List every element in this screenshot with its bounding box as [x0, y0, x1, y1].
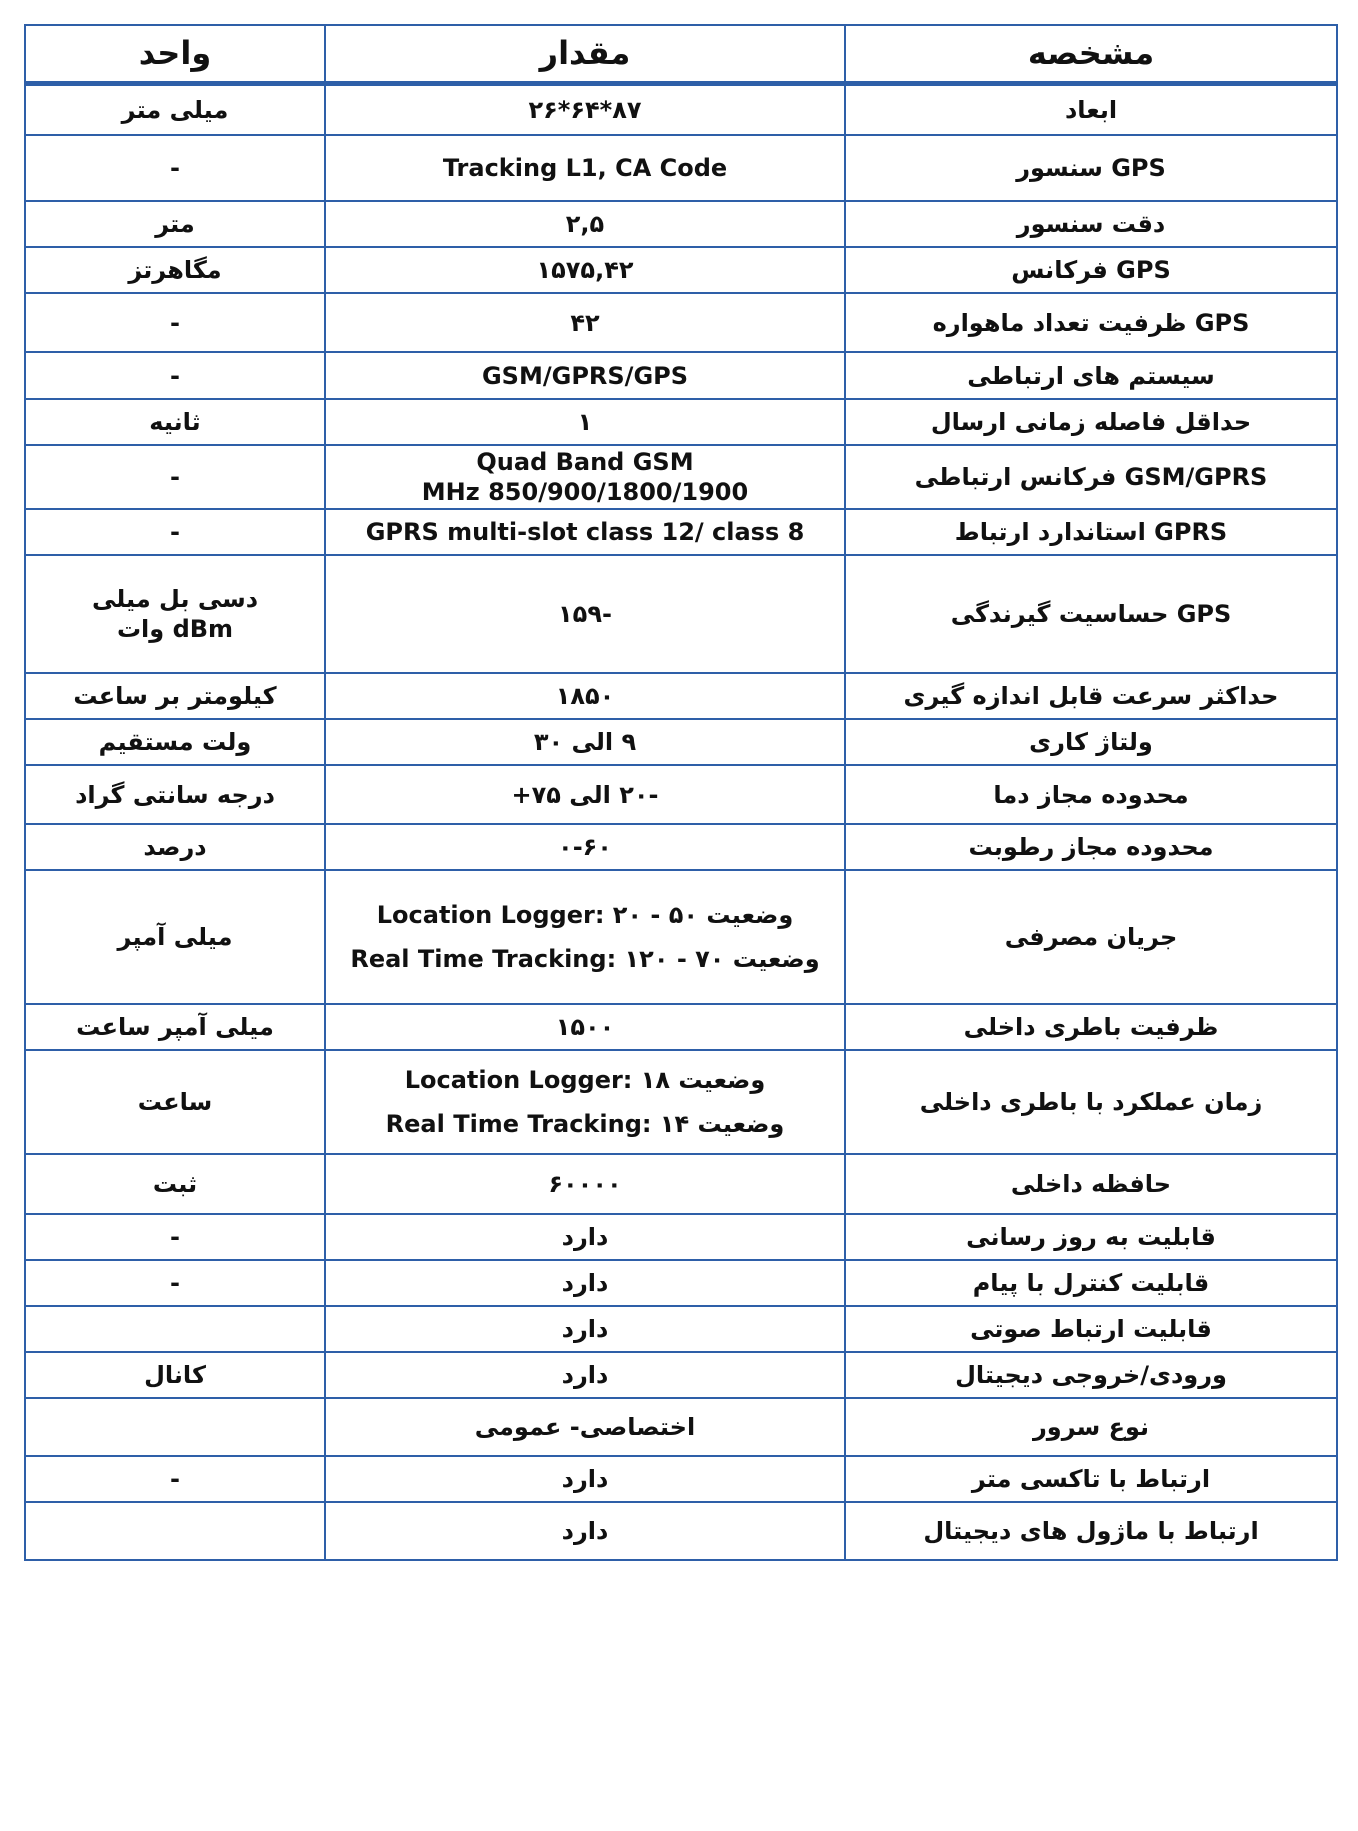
spec-cell: قابلیت کنترل با پیام [845, 1260, 1337, 1306]
spec-cell: محدوده مجاز رطوبت [845, 824, 1337, 870]
table-row [25, 1154, 1337, 1214]
value-line: وضعیت Real Time Tracking: ۱۲۰ - ۷۰ [350, 945, 820, 973]
table-row [25, 870, 1337, 1004]
unit-cell: کیلومتر بر ساعت [25, 673, 325, 719]
value-cell: ۹ الی ۳۰ [325, 719, 845, 765]
spec-cell: حداقل فاصله زمانی ارسال [845, 399, 1337, 445]
spec-cell: حداکثر سرعت قابل اندازه گیری [845, 673, 1337, 719]
table-row [25, 135, 1337, 201]
table-row [25, 445, 1337, 509]
unit-cell: درجه سانتی گراد [25, 765, 325, 824]
table-row [25, 1502, 1337, 1560]
spec-cell: جریان مصرفی [845, 870, 1337, 1004]
table-row [25, 555, 1337, 673]
unit-line: دسی بل میلی [91, 585, 259, 613]
value-cell: -۱۵۹ [325, 555, 845, 673]
header-row [25, 25, 1337, 83]
table-row [25, 824, 1337, 870]
table-row [25, 247, 1337, 293]
value-line: 850/900/1800/1900 MHz [421, 478, 749, 506]
value-cell: ۰-۶۰ [325, 824, 845, 870]
unit-cell: - [25, 1260, 325, 1306]
value-cell: دارد [325, 1456, 845, 1502]
unit-cell: - [25, 352, 325, 399]
value-cell: GSM/GPRS/GPS [325, 352, 845, 399]
unit-cell: مگاهرتز [25, 247, 325, 293]
value-cell: ۶۰۰۰۰ [325, 1154, 845, 1214]
unit-cell [25, 555, 325, 673]
value-line: Quad Band GSM [476, 448, 694, 476]
table-row [25, 1260, 1337, 1306]
spec-cell: نوع سرور [845, 1398, 1337, 1456]
value-cell: دارد [325, 1502, 845, 1560]
header-unit: واحد [25, 25, 325, 83]
value-cell: دارد [325, 1214, 845, 1260]
value-cell: دارد [325, 1352, 845, 1398]
spec-cell: حافظه داخلی [845, 1154, 1337, 1214]
table-row [25, 1004, 1337, 1050]
value-line: وضعیت Location Logger: ۲۰ - ۵۰ [376, 901, 794, 929]
value-line: وضعیت Real Time Tracking: ۱۴ [385, 1110, 785, 1138]
spec-cell: دقت سنسور [845, 201, 1337, 247]
unit-cell: ولت مستقیم [25, 719, 325, 765]
spec-cell: GPRS استاندارد ارتباط [845, 509, 1337, 555]
value-cell [325, 1050, 845, 1154]
spec-cell: زمان عملکرد با باطری داخلی [845, 1050, 1337, 1154]
value-line: وضعیت Location Logger: ۱۸ [404, 1066, 766, 1094]
table-row [25, 1352, 1337, 1398]
spec-cell: قابلیت ارتباط صوتی [845, 1306, 1337, 1352]
unit-cell: - [25, 293, 325, 352]
spec-cell: ظرفیت باطری داخلی [845, 1004, 1337, 1050]
unit-cell: کانال [25, 1352, 325, 1398]
unit-cell: میلی آمپر [25, 870, 325, 1004]
value-cell: ۱۸۵۰ [325, 673, 845, 719]
table-row [25, 1306, 1337, 1352]
spec-cell: GPS سنسور [845, 135, 1337, 201]
spec-cell: ورودی/خروجی دیجیتال [845, 1352, 1337, 1398]
spec-cell: ارتباط با تاکسی متر [845, 1456, 1337, 1502]
header-spec: مشخصه [845, 25, 1337, 83]
value-cell [325, 870, 845, 1004]
table-row [25, 1456, 1337, 1502]
spec-cell: GPS فرکانس [845, 247, 1337, 293]
table-row [25, 201, 1337, 247]
table-row [25, 1050, 1337, 1154]
unit-cell [25, 1398, 325, 1456]
spec-table [24, 24, 1338, 1561]
unit-cell: ساعت [25, 1050, 325, 1154]
spec-cell: GPS ظرفیت تعداد ماهواره [845, 293, 1337, 352]
table-row [25, 1214, 1337, 1260]
spec-cell: محدوده مجاز دما [845, 765, 1337, 824]
table-row [25, 673, 1337, 719]
table-row [25, 765, 1337, 824]
spec-cell: GSM/GPRS فرکانس ارتباطی [845, 445, 1337, 509]
table-row [25, 1398, 1337, 1456]
value-cell: اختصاصی- عمومی [325, 1398, 845, 1456]
unit-cell: میلی متر [25, 83, 325, 135]
value-cell: دارد [325, 1260, 845, 1306]
value-cell: Tracking L1, CA Code [325, 135, 845, 201]
value-cell: ۱۵۷۵,۴۲ [325, 247, 845, 293]
spec-cell: GPS حساسیت گیرندگی [845, 555, 1337, 673]
table-row [25, 83, 1337, 135]
value-cell: -۲۰ الی ۷۵+ [325, 765, 845, 824]
value-cell: ۲,۵ [325, 201, 845, 247]
unit-cell: - [25, 445, 325, 509]
unit-cell: درصد [25, 824, 325, 870]
table-row [25, 509, 1337, 555]
table-row [25, 293, 1337, 352]
unit-cell [25, 1502, 325, 1560]
unit-cell: ثبت [25, 1154, 325, 1214]
unit-line: dBm وات [116, 615, 234, 643]
table-row [25, 719, 1337, 765]
unit-cell: - [25, 1456, 325, 1502]
spec-cell: قابلیت به روز رسانی [845, 1214, 1337, 1260]
spec-cell: ارتباط با ماژول های دیجیتال [845, 1502, 1337, 1560]
unit-cell: - [25, 509, 325, 555]
table-row [25, 399, 1337, 445]
spec-cell: سیستم های ارتباطی [845, 352, 1337, 399]
unit-cell: متر [25, 201, 325, 247]
unit-cell: - [25, 135, 325, 201]
value-cell: ۸۷*۶۴*۲۶ [325, 83, 845, 135]
value-cell: دارد [325, 1306, 845, 1352]
value-cell: ۱ [325, 399, 845, 445]
unit-cell [25, 1306, 325, 1352]
value-cell [325, 445, 845, 509]
header-value: مقدار [325, 25, 845, 83]
spec-cell: ابعاد [845, 83, 1337, 135]
unit-cell: میلی آمپر ساعت [25, 1004, 325, 1050]
table-row [25, 352, 1337, 399]
value-cell: ۴۲ [325, 293, 845, 352]
spec-cell: ولتاژ کاری [845, 719, 1337, 765]
unit-cell: - [25, 1214, 325, 1260]
value-cell: ۱۵۰۰ [325, 1004, 845, 1050]
unit-cell: ثانیه [25, 399, 325, 445]
value-cell: GPRS multi-slot class 12/ class 8 [325, 509, 845, 555]
